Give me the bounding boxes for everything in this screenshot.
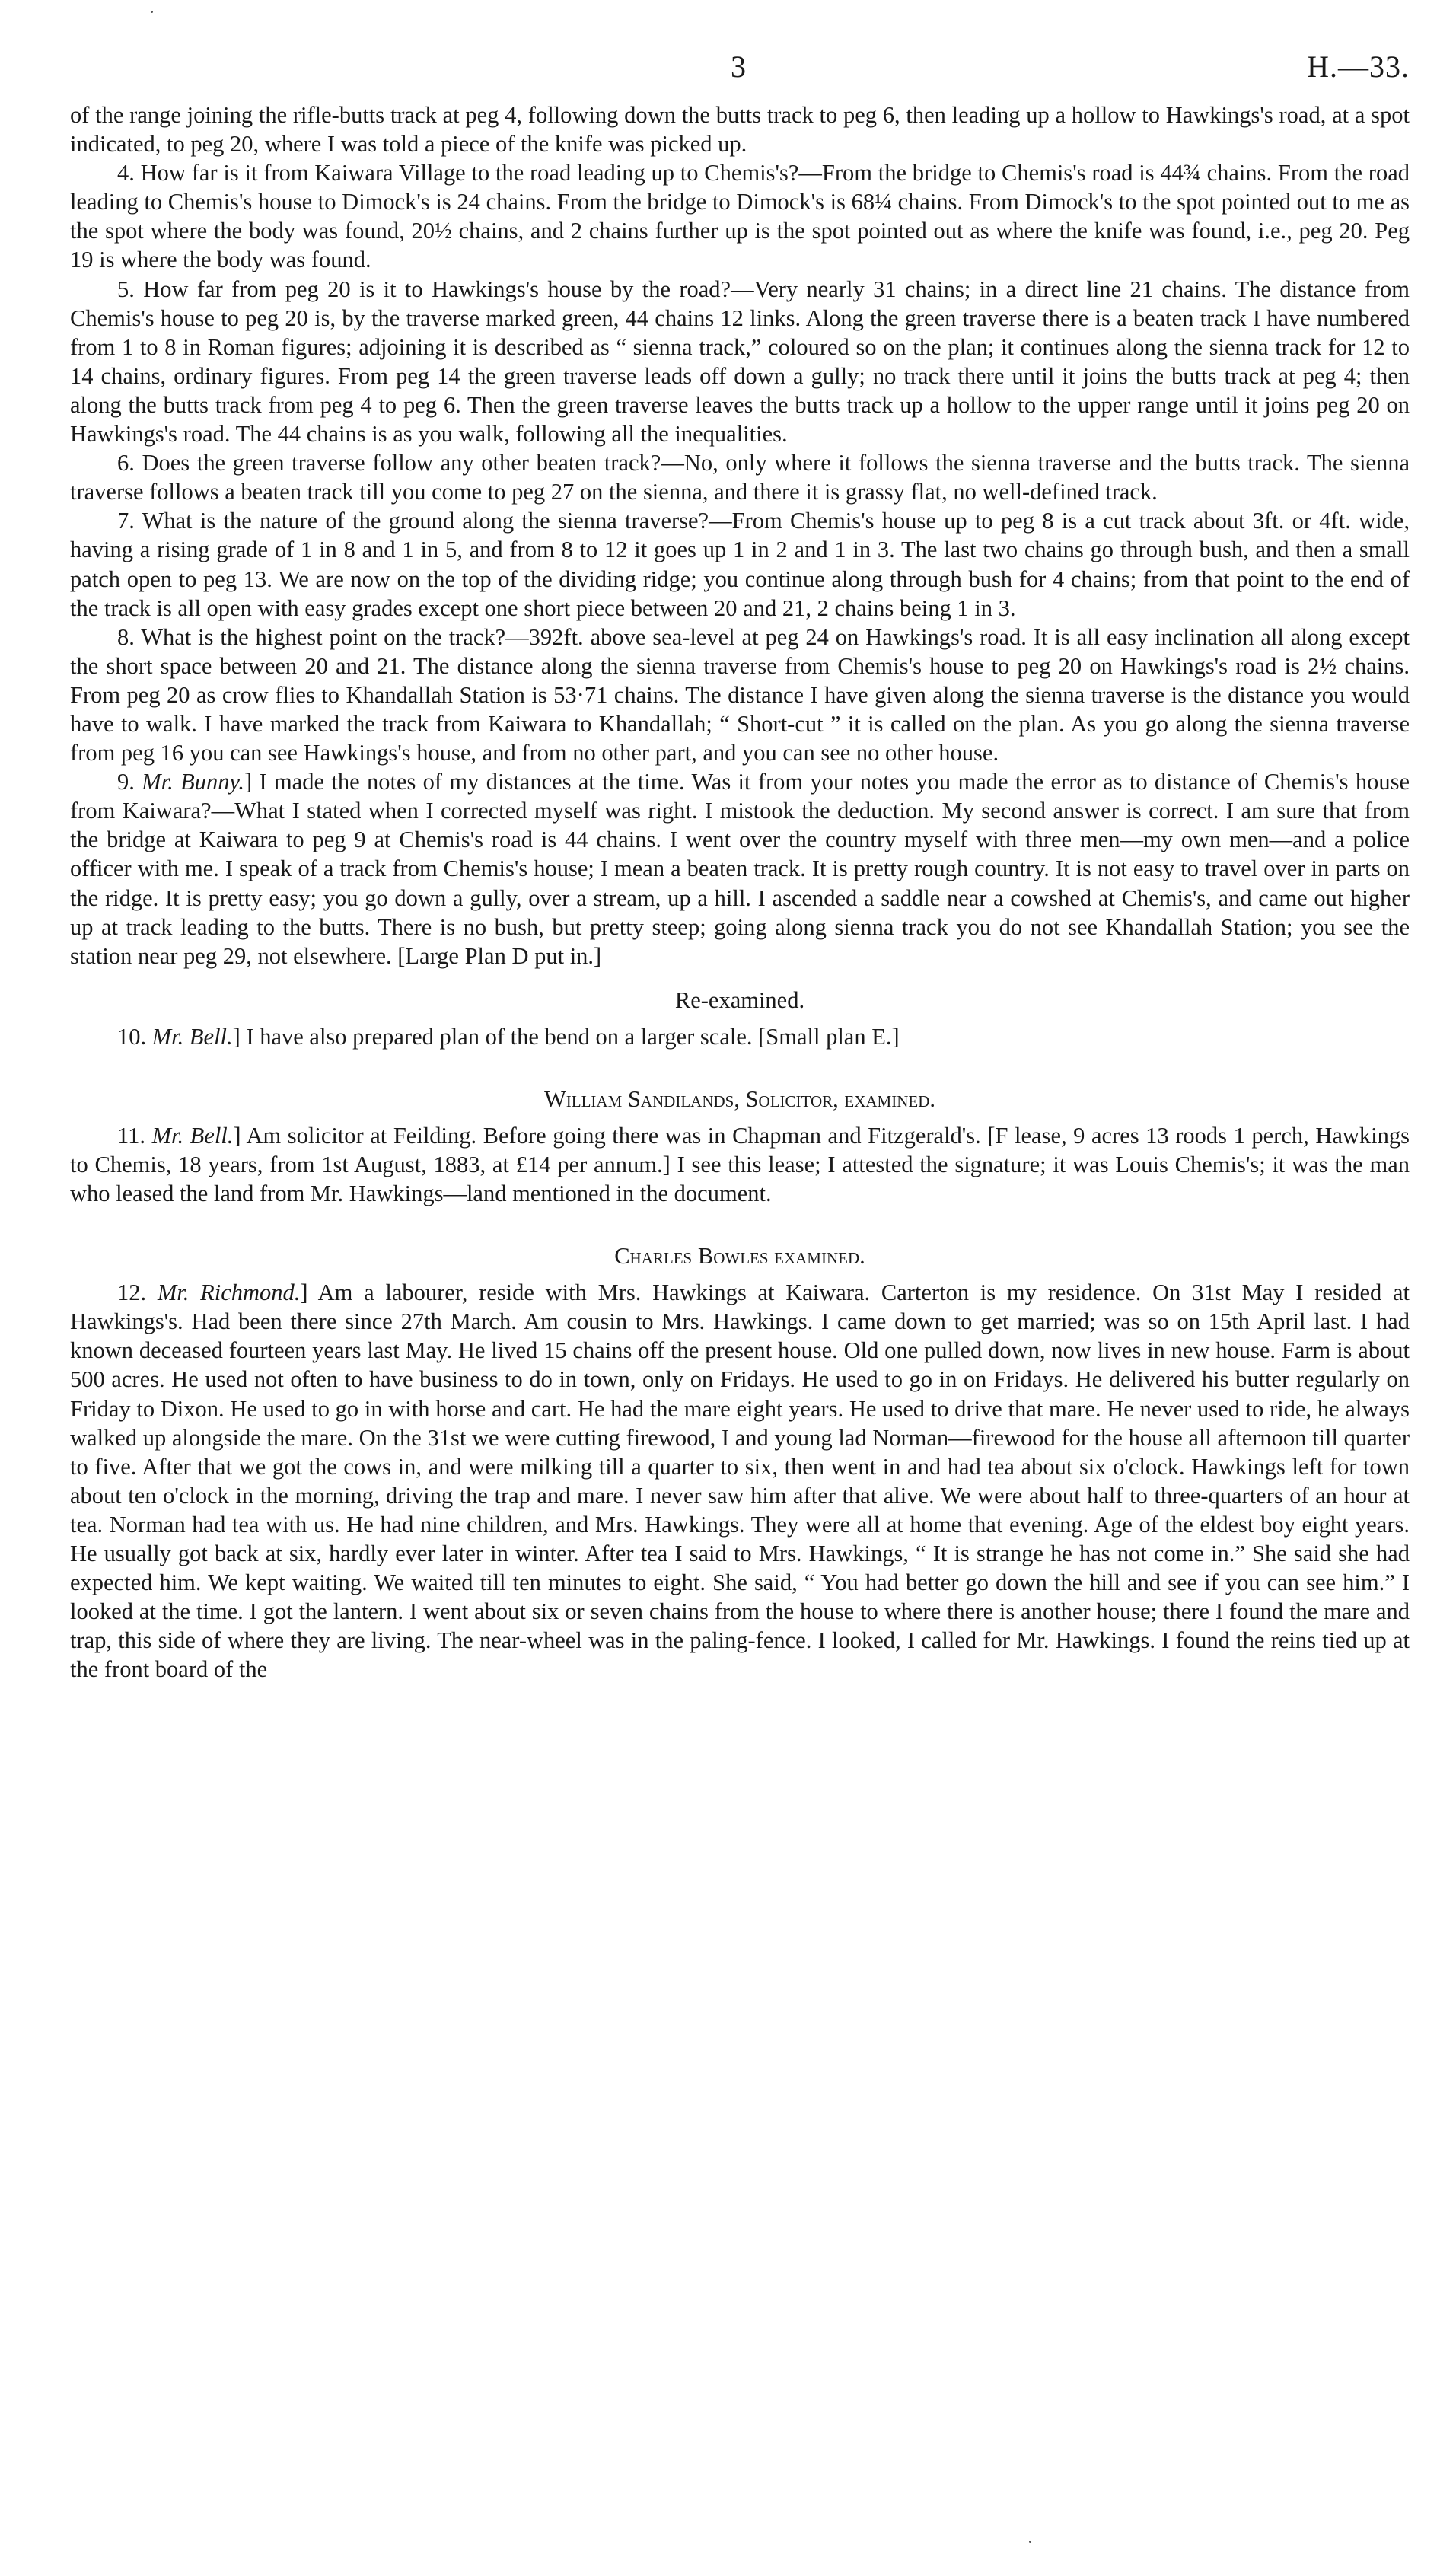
paragraph-q10: 10. Mr. Bell.] I have also prepared plan of the bend on a larger scale. [Small plan E.] xyxy=(117,1023,900,1050)
document-page xyxy=(70,47,1410,2544)
paragraph-q9: 9. Mr. Bunny.] I made the notes of my distances at the time. Was it from your notes you made the error as to distance of Chemis's house from Kaiwara?—What I stated when I corrected myself was right. I mistook the deduction. My second answer is correct. I am sure that from the bridge at Kaiwara to peg 9 at Chemis's road is 44 chains. I went over the country myself with three men—my own men—and a police officer with me. I speak of a track from Chemis's house; I mean a beaten track. It is pretty rough country. It is not easy to travel over in parts on the ridge. It is pretty easy; you go down a gully, over a stream, up a hill. I ascended a saddle near a cowshed at Chemis's, and came out higher up at track leading to the butts. There is no bush, but pretty steep; going along sienna track you do not see Khandallah Station; you see the station near peg 29, not elsewhere. [Large Plan D put in.] xyxy=(70,769,1410,969)
page-number: 3 xyxy=(731,49,746,84)
answer-text: I have also prepared plan of the bend on a larger scale. [Small plan E.] xyxy=(246,1023,900,1050)
question-number: 10. xyxy=(117,1023,147,1050)
answer-text: Am solicitor at Feilding. Before going there was in Chapman and Fitzgerald's. [F lease, 9 acres 13 roods 1 perch, Hawkings to Chemis, 18 years, from 1st August, 1883, at £14 per annum.] I see this lease; I attested the signature; it was Louis Chemis's; it was the man who leased the land from Mr. Hawkings—land mentioned in the document. xyxy=(70,1122,1410,1207)
paragraph-continued: of the range joining the rifle-butts track at peg 4, following down the butts track to peg 6, then leading up a hollow to Hawkings's road, at a spot indicated, to peg 20, where I was told a piece of the knife was picked up. xyxy=(70,102,1410,158)
paragraph-q12: 12. Mr. Richmond.] Am a labourer, reside with Mrs. Hawkings at Kaiwara. Carterton is my residence. On 31st May I resided at Hawkings's. Had been there since 27th March. Am cousin to Mrs. Hawkings. I came down to get married; was so on 15th April last. I had known deceased fourteen years last May. He lived 15 chains off the present house. Old one pulled down, now lives in new house. Farm is about 500 acres. He used not often to have business to do in town, only on Fridays. He used to go in on Fridays. He delivered his butter regularly on Friday to Dixon. He used to go in with horse and cart. He had the mare eight years. He used to drive that mare. He never used to ride, he always walked up alongside the mare. On the 31st we were cutting firewood, I and young lad Norman—firewood for the house all afternoon till quarter to five. After that we got the cows in, and were milking till a quarter to six, then went in and had tea about six o'clock. Hawkings left for town about ten o'clock in the morning, driving the trap and mare. I never saw him after that alive. We were about half to three-quarters of an hour at tea. Norman had tea with us. He had nine children, and Mrs. Hawkings. They were all at home that evening. Age of the eldest boy eight years. He usually got back at six, hardly ever later in winter. After tea I said to Mrs. Hawkings, “ It is strange he has not come in.” She said she had expected him. We kept waiting. We waited till ten minutes to eight. She said, “ You had better go down the hill and see if you can see him.” I looked at the time. I got the lantern. I went about six or seven chains from the house to where there is another house; there I found the mare and trap, this side of where they are living. The near-wheel was in the paling-fence. I looked, I called for Mr. Hawkings. I found the reins tied up at the front board of the xyxy=(70,1279,1410,1683)
section-heading-reexamined: Re-examined. xyxy=(674,986,805,1013)
speaker-name: Mr. Bell. xyxy=(151,1023,233,1050)
question-number: 11. xyxy=(117,1122,145,1149)
question-number: 9. xyxy=(117,769,135,795)
scan-speck xyxy=(151,11,153,13)
answer-text: Am a labourer, reside with Mrs. Hawkings at Kaiwara. Carterton is my residence. On 31st May I resided at Hawkings's. Had been there since 27th March. Am cousin to Mrs. Hawkings. I came down to get married; was so on 15th April last. I had known deceased fourteen years last May. He lived 15 chains off the present house. Old one pulled down, now lives in new house. Farm is about 500 acres. He used not often to have business to do in town, only on Fridays. He used to go in on Fridays. He delivered his butter regularly on Friday to Dixon. He used to go in with horse and cart. He had the mare eight years. He used to drive that mare. He never used to ride, he always walked up alongside the mare. On the 31st we were cutting firewood, I and young lad Norman—firewood for the house all afternoon till quarter to five. After that we got the cows in, and were milking till a quarter to six, then went in and had tea about six o'clock. Hawkings left for town about ten o'clock in the morning, driving the trap and mare. I never saw him after that alive. We were about half to three-quarters of an hour at tea. Norman had tea with us. He had nine children, and Mrs. Hawkings. They were all at home that evening. Age of the eldest boy eight years. He usually got back at six, hardly ever later in winter. After tea I said to Mrs. Hawkings, “ It is strange he has not come in.” She said she had expected him. We kept waiting. We waited till ten minutes to eight. She said, “ You had better go down the hill and see if you can see him.” I looked at the time. I got the lantern. I went about six or seven chains from the house to where there is another house; there I found the mare and trap, this side of where they are living. The near-wheel was in the paling-fence. I looked, I called for Mr. Hawkings. I found the reins tied up at the front board of the xyxy=(70,1279,1410,1683)
paragraph-q5: 5. How far from peg 20 is it to Hawkings's house by the road?—Very nearly 31 chains; in a direct line 21 chains. The distance from Chemis's house to peg 20 is, by the traverse marked green, 44 chains 12 links. Along the green traverse there is a beaten track I have numbered from 1 to 8 in Roman figures; adjoining it is described as “ sienna track,” coloured so on the plan; it continues along the sienna track for 12 to 14 chains, ordinary figures. From peg 14 the green traverse leads off down a gully; no track there until it joins the butts track at peg 4; then along the butts track from peg 4 to peg 6. Then the green traverse leaves the butts track up a hollow to the upper range until it joins peg 20 on Hawkings's road. The 44 chains is as you walk, following all the inequalities. xyxy=(70,276,1410,448)
section-heading-sandilands: William Sandilands, Solicitor, examined. xyxy=(543,1085,936,1112)
speaker-name: Mr. Bell. xyxy=(151,1122,234,1149)
speaker-name: Mr. Richmond. xyxy=(157,1279,301,1306)
paragraph-q7: 7. What is the nature of the ground along the sienna traverse?—From Chemis's house up to peg 8 is a cut track about 3ft. or 4ft. wide, having a rising grade of 1 in 8 and 1 in 5, and from 8 to 12 it goes up 1 in 2 and 1 in 3. The last two chains go through bush, and then a small patch open to peg 13. We are now on the top of the dividing ridge; you continue along through bush for 4 chains; from that point to the end of the track is all open with easy grades except one short piece between 20 and 21, 2 chains being 1 in 3. xyxy=(70,508,1410,621)
paragraph-q6: 6. Does the green traverse follow any other beaten track?—No, only where it follows the sienna traverse and the butts track. The sienna traverse follows a beaten track till you come to peg 27 on the sienna, and there it is grassy flat, no well-defined track. xyxy=(70,450,1410,505)
paragraph-q11: 11. Mr. Bell.] Am solicitor at Feilding. Before going there was in Chapman and Fitzgerald's. [F lease, 9 acres 13 roods 1 perch, Hawkings to Chemis, 18 years, from 1st August, 1883, at £14 per annum.] I see this lease; I attested the signature; it was Louis Chemis's; it was the man who leased the land from Mr. Hawkings—land mentioned in the document. xyxy=(70,1122,1410,1207)
paragraph-q4: 4. How far is it from Kaiwara Village to the road leading up to Chemis's?—From the bridge to Chemis's road is 44¾ chains. From the road leading to Chemis's house to Dimock's is 24 chains. From the bridge to Dimock's is 68¼ chains. From Dimock's to the spot pointed out to me as the spot where the body was found, 20½ chains, and 2 chains further up is the spot pointed out as where the knife was found, i.e., peg 20. Peg 19 is where the body was found. xyxy=(70,160,1410,273)
section-heading-bowles: Charles Bowles examined. xyxy=(614,1243,865,1270)
question-number: 12. xyxy=(117,1279,147,1306)
answer-text: I made the notes of my distances at the time. Was it from your notes you made the error as to distance of Chemis's house from Kaiwara?—What I stated when I corrected myself was right. I mistook the deduction. My second answer is correct. I am sure that from the bridge at Kaiwara to peg 9 at Chemis's road is 44 chains. I went over the country myself with three men—my own men—and a police officer with me. I speak of a track from Chemis's house; I mean a beaten track. It is pretty rough country. It is not easy to travel over in parts on the ridge. It is pretty easy; you go down a gully, over a stream, up a hill. I ascended a saddle near a cowshed at Chemis's, and came out higher up at track leading to the butts. There is no bush, but pretty steep; going along sienna track you do not see Khandallah Station; you see the station near peg 29, not elsewhere. [Large Plan D put in.] xyxy=(70,769,1410,969)
paragraph-q8: 8. What is the highest point on the track?—392ft. above sea-level at peg 24 on Hawkings's road. It is all easy inclination all along except the short space between 20 and 21. The distance along the sienna traverse from Chemis's house to peg 20 on Hawkings's road is 2½ chains. From peg 20 as crow flies to Khandallah Station is 53·71 chains. The distance I have given along the sienna traverse is the distance you would have to walk. I have marked the track from Kaiwara to Khandallah; “ Short-cut ” it is called on the plan. As you go along the sienna traverse from peg 16 you can see Hawkings's house, and from no other part, and you can see no other house. xyxy=(70,623,1410,766)
running-head xyxy=(70,47,1410,100)
speaker-name: Mr. Bunny. xyxy=(142,769,244,795)
document-reference: H.—33. xyxy=(1307,49,1410,84)
